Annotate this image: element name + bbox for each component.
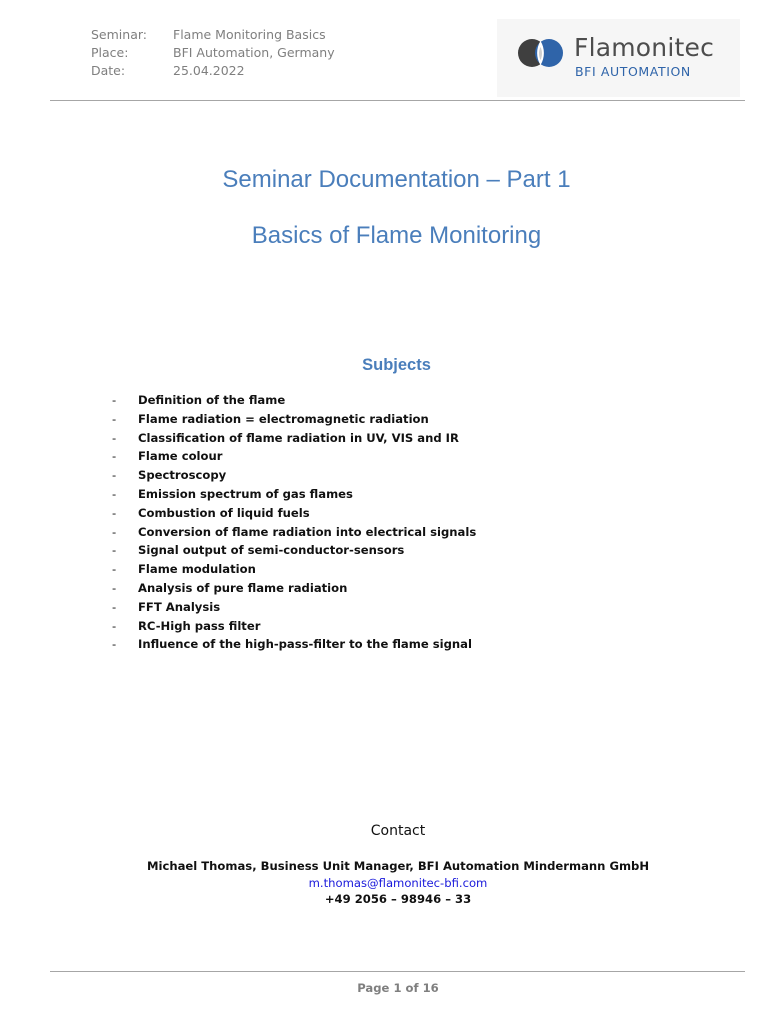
list-item-text: Spectroscopy [138, 468, 227, 483]
list-item-text: Flame radiation = electromagnetic radiation [138, 411, 429, 426]
list-item [112, 541, 476, 560]
subjects-heading: Subjects [362, 356, 431, 374]
bullet-dash: - [112, 486, 117, 501]
meta-row-date [91, 62, 335, 80]
list-item [112, 466, 476, 485]
list-item-text: Influence of the high-pass-filter to the flame signal [138, 637, 472, 652]
list-item [112, 391, 476, 410]
list-item [112, 485, 476, 504]
contact-phone: +49 2056 – 98946 – 33 [324, 892, 472, 906]
bullet-dash: - [112, 543, 117, 558]
meta-label: Place: [91, 45, 129, 60]
list-item [112, 429, 476, 448]
contact-heading: Contact [370, 823, 426, 839]
company-logo [497, 19, 740, 97]
footer-divider [50, 971, 745, 972]
list-item-text: Combustion of liquid fuels [138, 505, 310, 520]
list-item-text: Classification of flame radiation in UV, VIS and IR [138, 430, 459, 445]
bullet-dash: - [112, 524, 117, 539]
list-item-text: Definition of the flame [138, 393, 286, 407]
meta-row-place [91, 44, 335, 62]
contact-name: Michael Thomas, Business Unit Manager, BFI Automation Mindermann GmbH [146, 859, 650, 873]
list-item-text: Emission spectrum of gas flames [138, 486, 353, 501]
meta-label: Seminar: [91, 27, 147, 42]
list-item [112, 560, 476, 579]
meta-value: BFI Automation, Germany [173, 45, 335, 60]
list-item [112, 598, 476, 617]
bullet-dash: - [112, 505, 117, 520]
meta-row-seminar [91, 26, 335, 44]
subjects-list [112, 391, 476, 654]
document-title: Seminar Documentation – Part 1 [222, 166, 571, 193]
logo-subtitle: BFI AUTOMATION [575, 64, 691, 79]
list-item-text: FFT Analysis [138, 599, 221, 614]
bullet-dash: - [112, 637, 117, 652]
header-divider [50, 100, 745, 101]
meta-value: Flame Monitoring Basics [173, 27, 326, 42]
page-number: Page 1 of 16 [357, 981, 439, 995]
list-item [112, 523, 476, 542]
list-item-text: Conversion of flame radiation into electrical signals [138, 524, 477, 539]
flame-drop-icon [517, 38, 567, 68]
list-item-text: Flame modulation [138, 562, 256, 577]
list-item [112, 410, 476, 429]
list-item-text: Flame colour [138, 449, 223, 464]
meta-label: Date: [91, 63, 126, 78]
list-item [112, 635, 476, 654]
bullet-dash: - [112, 599, 117, 614]
bullet-dash: - [112, 430, 117, 445]
list-item-text: RC-High pass filter [138, 618, 261, 633]
bullet-dash: - [112, 393, 117, 407]
bullet-dash: - [112, 468, 117, 483]
list-item-text: Analysis of pure flame radiation [138, 580, 348, 595]
bullet-dash: - [112, 411, 117, 426]
bullet-dash: - [112, 562, 117, 577]
list-item-text: Signal output of semi-conductor-sensors [138, 543, 405, 558]
bullet-dash: - [112, 580, 117, 595]
logo-name: Flamonitec [574, 33, 715, 62]
document-subtitle: Basics of Flame Monitoring [251, 222, 542, 249]
list-item [112, 617, 476, 636]
header-meta [91, 26, 335, 80]
list-item [112, 579, 476, 598]
list-item [112, 504, 476, 523]
bullet-dash: - [112, 449, 117, 464]
bullet-dash: - [112, 618, 117, 633]
contact-email-link[interactable]: m.thomas@flamonitec-bfi.com [308, 876, 488, 890]
list-item [112, 447, 476, 466]
meta-value: 25.04.2022 [173, 63, 245, 78]
